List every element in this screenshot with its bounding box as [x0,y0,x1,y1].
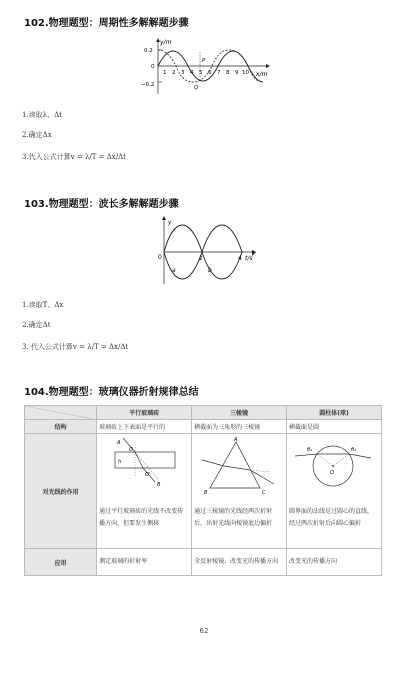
circle-label-o: O [330,470,334,476]
x-tick: 5 [199,70,203,76]
origin-label: 0 [158,254,162,261]
row-label-structure: 结构 [25,420,97,434]
row-label-application: 应用 [25,549,97,576]
slab-label-h: h [118,459,122,465]
curve-b-label: b [208,267,212,274]
prism-label-b: B [204,490,208,496]
section-102-title: 102.物理题型：周期性多解解题步骤 [24,18,189,29]
point-p-label: P [202,58,206,64]
x-tick: 4 [190,70,194,76]
page-number: 62 [199,627,209,635]
x-axis-label: t/s [245,255,253,262]
table-row [25,434,382,549]
refraction-table [24,405,382,576]
table-corner [25,406,97,420]
y-tick-bottom: −0.2 [141,82,155,88]
prism-diagram [194,436,280,500]
table-cell: 通过平行玻璃砖的光线不改变传播方向，但要发生侧移 [99,508,184,527]
wave-graph-102 [138,36,278,98]
section-104-title: 104.物理题型：玻璃仪器折射规律总结 [24,387,199,398]
table-row [25,420,382,434]
x-tick: 2 [172,70,176,76]
step-103-1: 1.读取T、Δx [22,301,64,309]
table-cell: 圆界面的法线是过圆心的直线，经过两次折射后向圆心偏折 [289,508,374,527]
table-cell: 改变光的传播方向 [287,549,382,576]
x-tick: 3 [181,70,185,76]
slab-label-b: B [157,482,161,488]
x-tick: 10 [242,70,249,76]
slab-label-a: A [117,440,121,446]
x-tick: 6 [208,70,212,76]
prism-label-a: A [234,437,238,443]
slab-diagram [99,436,185,500]
table-row [25,549,382,576]
x-tick: 1 [163,70,167,76]
t-tick-4: 4 [238,255,242,262]
col-header-slab: 平行玻璃砖 [97,406,192,420]
col-header-prism: 三棱镜 [192,406,287,420]
slab-label-o-prime: O' [145,472,151,478]
step-103-2: 2.确定Δt [22,321,51,329]
slab-label-o: O [129,447,134,453]
row-label-effect: 对光线的作用 [25,434,97,549]
t-tick-2: 2 [199,255,203,262]
table-cell: 横截面为三角形的三棱镜 [192,420,287,434]
point-q-label: Q [194,85,199,91]
x-axis-label: x/m [256,71,268,78]
prism-label-c: C [262,490,266,496]
col-header-cylinder: 圆柱体(球) [287,406,382,420]
circle-diagram [289,436,375,500]
y-axis-label: y/m [160,39,172,46]
vibration-graph-103 [150,214,260,286]
y-tick-top: 0.2 [144,48,153,54]
x-tick: 8 [226,70,230,76]
step-102-1: 1.读取λ、Δt [22,111,62,119]
y-axis-label: y [168,219,172,226]
step-103-3: 3. 代入公式计算v = λ/T = Δx/Δt [22,343,129,351]
step-102-3: 3.代入公式计算v = λ/T = Δx/Δt [22,153,126,161]
table-cell: 通过三棱镜的光线经两次折射后，出射光线向棱镜底边偏折 [194,508,273,527]
x-tick: 9 [235,70,239,76]
table-cell: 测定玻璃的折射率 [97,549,192,576]
circle-label-theta2: θ₂ [351,447,357,453]
table-cell: 玻璃砖上下表面是平行的 [97,420,192,434]
curve-a-label: a [172,267,176,274]
x-tick: 7 [217,70,221,76]
table-cell: 全反射棱镜，改变光的传播方向 [192,549,287,576]
section-103-title: 103.物理题型：波长多解解题步骤 [24,199,179,210]
y-tick-zero: 0 [151,64,155,70]
circle-label-theta1: θ₁ [307,447,313,453]
table-cell: 横截面是圆 [287,420,382,434]
step-102-2: 2.确定Δx [22,131,52,139]
